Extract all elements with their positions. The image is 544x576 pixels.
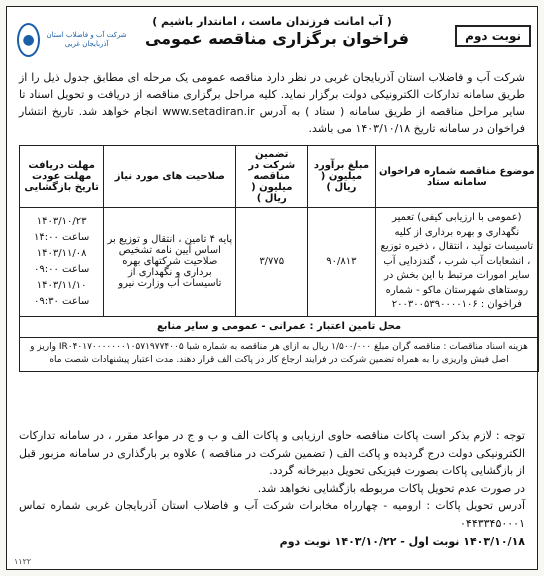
cell-guarantee: ۳/۷۷۵ [236, 208, 308, 317]
publication-dates: ۱۴۰۳/۱۰/۱۸ نوبت اول - ۱۴۰۳/۱۰/۲۲ نوبت دوم [279, 534, 525, 548]
deadline-line: ساعت ۰۹:۰۰ [34, 263, 90, 275]
slogan: ( آب امانت فرزندان ماست ، امانتدار باشیم ) [152, 15, 392, 28]
table-row [20, 208, 539, 317]
tender-table [19, 145, 539, 372]
notice-paragraph: در صورت عدم تحویل پاکات مربوطه بازگشایی نخواهد شد. [257, 481, 525, 495]
cell-subject: (عمومی با ارزیابی کیفی) تعمیر نگهداری و بهره برداری از کلیه تاسیسات تولید ، انتقال ، ذخیره توزیع ، انشعابات آب شرب ، گندزدایی آب سایر امورات مرتبط با این بخش در روستاهای شهرستان ماکو - شماره فراخوان : ۲۰۰۳۰۰۵۳۹۰۰۰۰۱۰۶ [375, 208, 538, 317]
deadline-line: ۱۴۰۳/۱۱/۰۸ [36, 247, 87, 259]
deadline-line: ساعت ۰۹:۳۰ [34, 295, 90, 307]
header-guarantee: تضمین شرکت در مناقصه میلیون ( ریال ) [236, 146, 308, 208]
deadline-line: ۱۴۰۳/۱۱/۱۰ [36, 279, 87, 291]
fee-note: هزینه اسناد مناقصات : مناقصه گران مبلغ ۱/۵۰۰/۰۰۰ ریال به ازای هر مناقصه به شماره شبا IR۰۴۰۱۷۰۰۰۰۰۰۰۱۰۵۷۱۹۷۷۴۰۰۵ واریز و اصل فیش واریزی را به همراه تضمین شرکت در فرایند ارجاع کار در پاکت الف قرار دهند. مدت اعتبار پیشنهادات شصت ماه [20, 337, 539, 372]
funding-row [20, 316, 539, 337]
header-deadline: مهلت دریافت مهلت عودت تاریخ بازگشایی [20, 146, 104, 208]
page-title: فراخوان برگزاری مناقصه عمومی [144, 29, 410, 48]
funding-text: محل تامین اعتبار : عمرانی - عمومی و سایر منابع [20, 316, 539, 337]
deadline-line: ساعت ۱۴:۰۰ [34, 231, 90, 243]
cell-qualification: پایه ۴ تامین ، انتقال و توزیع بر اساس آیین نامه تشخیص صلاحیت شرکتهای بهره برداری و نگهداری از تاسیسات آب وزارت نیرو [104, 208, 236, 317]
logo-caption: شرکت آب و فاضلاب استان آذربایجان غربی [46, 30, 127, 48]
notice-paragraph: توجه : لازم بذکر است پاکات مناقصه حاوی ارزیابی و پاکات الف و ب و ج در مواعد مقرر ، در سامانه تدارکات الکترونیکی دولت درج گردیده و پاکت الف ( تضمین شرکت در مناقصه ) علاوه بر بارگذاری در سامانه مزبور قبل از بازگشایی پاکات بصورت فیزیکی تحویل دبیرخانه گردد. [19, 429, 525, 478]
cell-estimate: ۹۰/۸۱۳ [308, 208, 376, 317]
notice-frame [6, 6, 538, 570]
fee-row [20, 337, 539, 372]
page-number: ۱۱۲۲ [14, 557, 32, 566]
header-qualification: صلاحیت های مورد نیاز [104, 146, 236, 208]
cell-deadline [20, 208, 104, 317]
header-estimate: مبلغ برآورد میلیون ( ریال ) [308, 146, 376, 208]
status-badge: نوبت دوم [455, 25, 531, 47]
notice-section [19, 427, 525, 550]
water-drop-icon: ● [17, 23, 40, 57]
address-paragraph: آدرس تحویل پاکات : ارومیه - چهارراه مخابرات شرکت آب و فاضلاب استان آذربایجان غربی شماره تماس ۰۴۴۳۳۴۵۰۰۰۱ [19, 499, 525, 530]
table-header-row [20, 146, 539, 208]
logo [17, 19, 127, 61]
deadline-line: ۱۴۰۳/۱۰/۲۳ [36, 215, 87, 227]
intro-paragraph: شرکت آب و فاضلاب استان آذربایجان غربی در نظر دارد مناقصه عمومی یک مرحله ای مطابق جدول ذیل را از طریق سامانه تدارکات الکترونیکی دولت برگزار نماید. کلیه مراحل برگزاری مناقصه از دریافت و تحویل اسناد تا سایر مراحل مناقصه از طریق سامانه ( ستاد ) به آدرس www.setadiran.ir انجام خواهد شد. تاریخ انتشار فراخوان در سامانه تاریخ ۱۴۰۳/۱۰/۱۸ می باشد. [19, 71, 525, 136]
header-subject: موضوع مناقصه شماره فراخوان سامانه ستاد [375, 146, 538, 208]
